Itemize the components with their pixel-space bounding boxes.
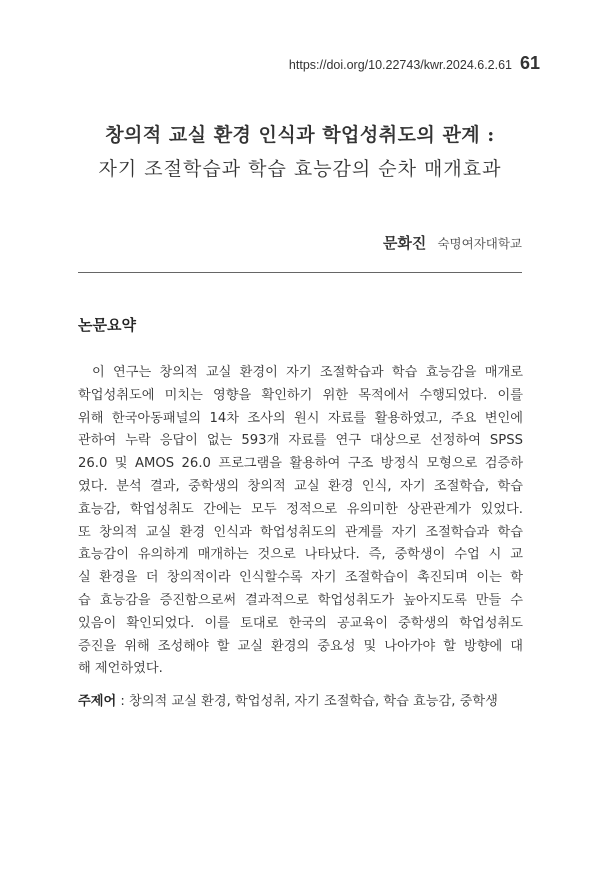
abstract-line: 습 효능감을 증진함으로써 결과적으로 학업성취도가 높아지도록 만들 수: [78, 592, 523, 608]
abstract-line: 관하여 누락 응답이 없는 593개 자료를 연구 대상으로 선정하여 SPSS: [78, 433, 523, 449]
abstract-line: 증진을 위해 조성해야 할 교실 환경의 중요성 및 나아가야 할 방향에 대: [78, 638, 523, 654]
abstract-line: 실 환경을 더 창의적이라 인식할수록 자기 조절학습이 촉진되며 이는 학: [78, 570, 523, 586]
paper-title: 창의적 교실 환경 인식과 학업성취도의 관계 :: [105, 124, 495, 146]
abstract-line: 또 창의적 교실 환경 인식과 학업성취도의 관계를 자기 조절학습과 학습: [78, 524, 523, 540]
abstract-line: 해 제언하였다.: [78, 661, 163, 677]
abstract-line: 이 연구는 창의적 교실 환경이 자기 조절학습과 학습 효능감을 매개로: [92, 365, 523, 380]
author-name: 문화진: [382, 234, 427, 252]
doi-link[interactable]: https://doi.org/10.22743/kwr.2024.6.2.61: [288, 58, 512, 72]
abstract-line: 효능감이 유의하게 매개하는 것으로 나타났다. 즉, 중학생이 수업 시 교: [78, 547, 523, 563]
page-number: 61: [519, 53, 540, 73]
keywords-separator: :: [116, 694, 130, 709]
header-divider: [78, 272, 522, 273]
keywords-text: 창의적 교실 환경, 학업성취, 자기 조절학습, 학습 효능감, 중학생: [129, 694, 498, 709]
abstract-body: [78, 362, 523, 681]
author-block: [383, 232, 522, 253]
abstract-line: 였다. 분석 결과, 중학생의 창의적 교실 환경 인식, 자기 조절학습, 학습: [78, 478, 523, 494]
abstract-line: 26.0 및 AMOS 26.0 프로그램을 활용하여 구조 방정식 모형으로 검증하: [78, 456, 523, 472]
abstract-heading: 논문요약: [78, 316, 136, 334]
abstract-line: 있음이 확인되었다. 이를 토대로 한국의 공교육이 중학생의 학업성취도: [78, 615, 523, 631]
abstract-line: 위해 한국아동패널의 14차 조사의 원시 자료를 활용하였고, 주요 변인에: [78, 410, 523, 426]
author-affiliation: 숙명여자대학교: [437, 236, 522, 251]
abstract-line: 학업성취도에 미치는 영향을 확인하기 위한 목적에서 수행되었다. 이를: [78, 387, 523, 403]
keywords-label: 주제어: [78, 694, 117, 709]
paper-subtitle: 자기 조절학습과 학습 효능감의 순차 매개효과: [98, 158, 502, 180]
abstract-line: 효능감, 학업성취도 간에는 모두 정적으로 유의미한 상관관계가 있었다.: [78, 501, 523, 517]
keywords-line: [78, 690, 528, 709]
